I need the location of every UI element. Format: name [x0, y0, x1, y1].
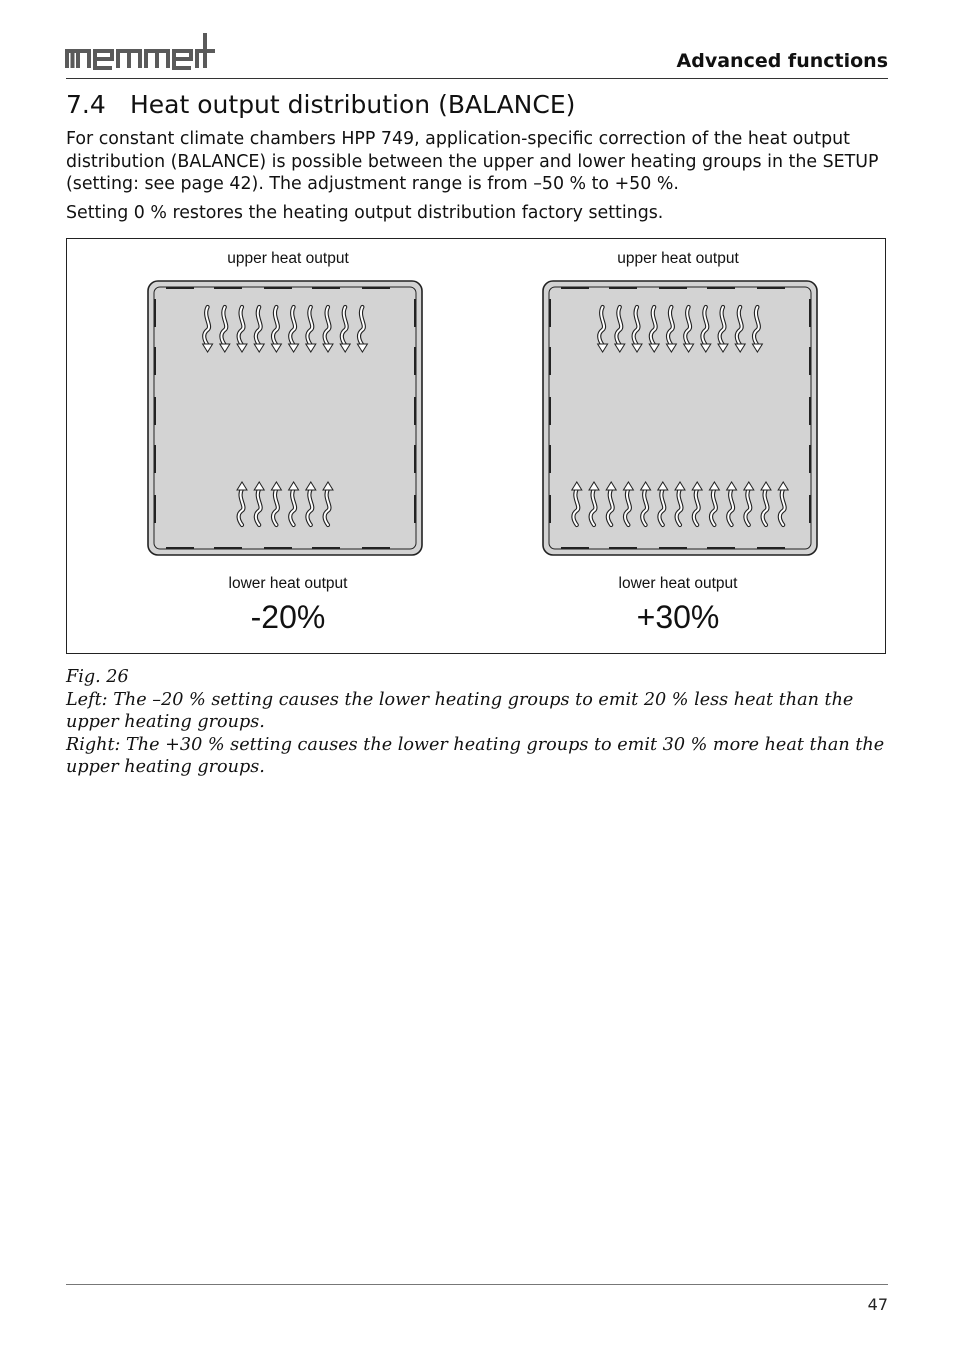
left-balance-value: -20% [250, 599, 326, 635]
right-balance-value: +30% [636, 599, 720, 635]
brand-logo-mark [64, 30, 218, 72]
section-heading [66, 90, 575, 119]
page-number: 47 [867, 1295, 888, 1314]
caption-left-description: Left: The –20 % setting causes the lower heating groups to emit 20 % less heat than the upper heating groups. [66, 689, 854, 733]
right-upper-label: upper heat output [617, 250, 739, 267]
left-lower-label: lower heat output [228, 575, 348, 592]
chamber-wall [543, 281, 817, 555]
memmert-logo [64, 30, 218, 72]
figure-caption [66, 666, 896, 779]
section-title: Heat output distribution (BALANCE) [130, 90, 576, 119]
chamber-wall [148, 281, 422, 555]
section-number: 7.4 [66, 90, 106, 119]
left-chamber-diagram [146, 279, 424, 557]
left-upper-label: upper heat output [227, 250, 349, 267]
chamber-svg [541, 279, 819, 557]
body-paragraph-1: For constant climate chambers HPP 749, application-specific correction of the heat output distribution (BALANCE) is possible between the upper and lower heating groups in the SETUP (setting: see page 42). The adjustment range is from –50 % to +50 %. [66, 129, 879, 194]
caption-right-description: Right: The +30 % setting causes the lower heating groups to emit 30 % more heat than the upper heating groups. [66, 734, 885, 778]
footer-divider [66, 1284, 888, 1285]
right-lower-label: lower heat output [618, 575, 738, 592]
right-chamber-diagram [541, 279, 819, 557]
body-paragraph-2: Setting 0 % restores the heating output distribution factory settings. [66, 203, 664, 223]
figure-26 [66, 238, 886, 654]
caption-figure-number: Fig. 26 [66, 667, 129, 687]
running-header-section: Advanced functions [676, 50, 888, 72]
chamber-svg [146, 279, 424, 557]
header-divider [66, 78, 888, 79]
